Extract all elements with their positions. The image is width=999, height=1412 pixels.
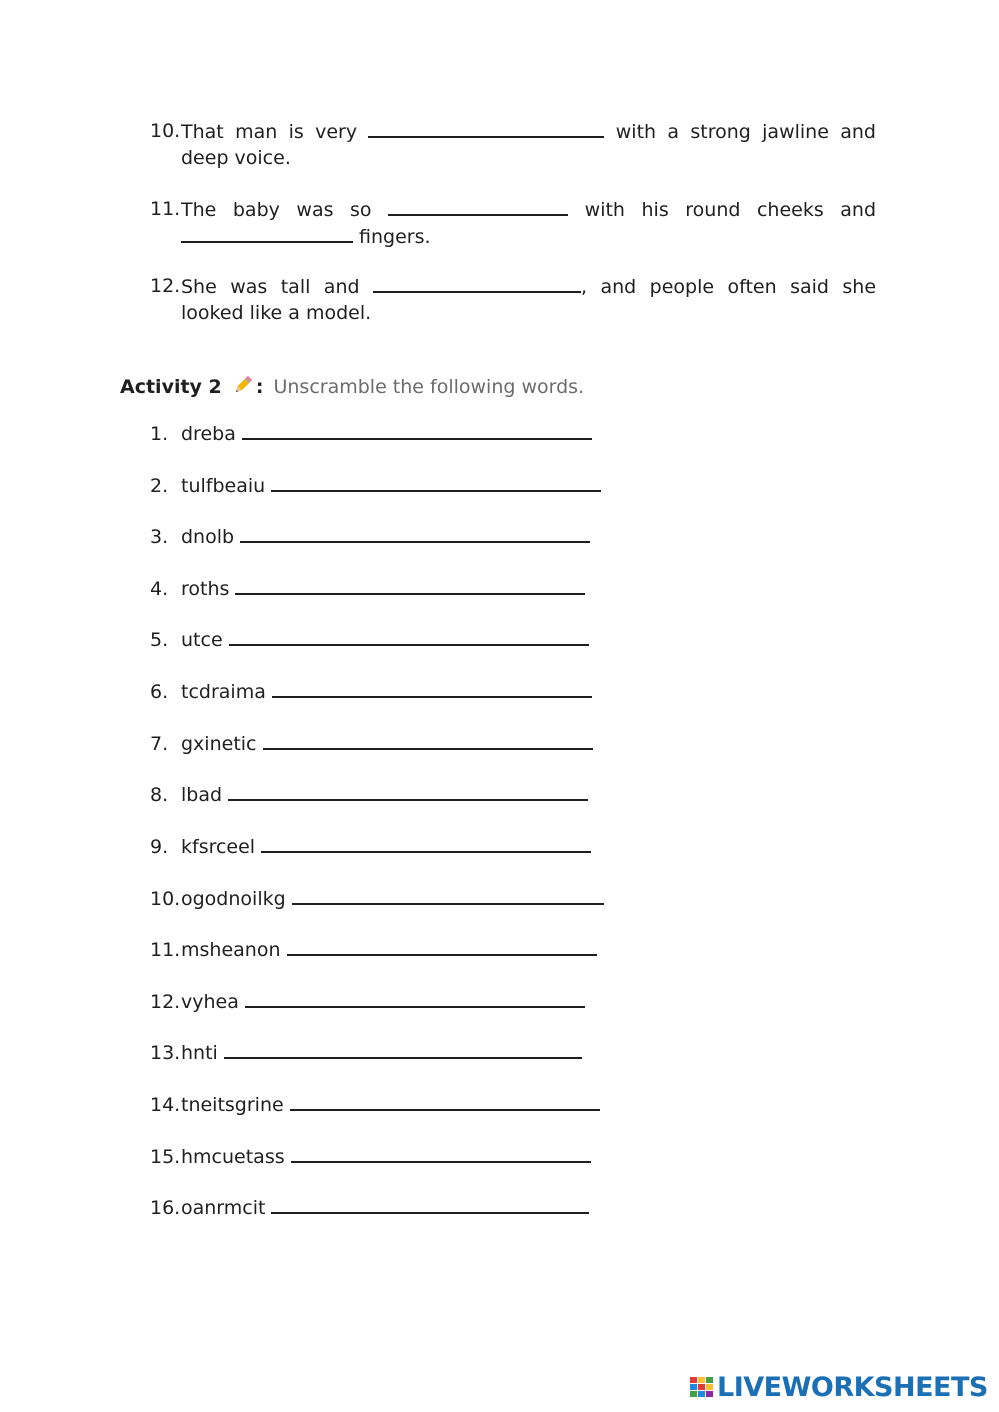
answer-blank[interactable] <box>368 118 604 138</box>
unscramble-row <box>150 986 585 1016</box>
logo-grid-icon <box>690 1375 714 1399</box>
answer-line[interactable] <box>263 728 593 750</box>
sentence-text-after: fingers. <box>359 226 431 248</box>
activity-instruction: Unscramble the following words. <box>273 376 585 398</box>
unscramble-row <box>150 831 591 861</box>
answer-line[interactable] <box>287 934 597 956</box>
row-number: 16. <box>150 1197 181 1219</box>
row-number: 6. <box>150 681 169 703</box>
scrambled-word: roths <box>181 578 230 600</box>
row-number: 14. <box>150 1094 181 1116</box>
liveworksheets-logo <box>690 1371 988 1403</box>
answer-line[interactable] <box>224 1037 582 1059</box>
sentence-text-before: She was tall and <box>181 276 360 298</box>
unscramble-row <box>150 728 593 758</box>
scrambled-word: ogodnoilkg <box>181 888 286 910</box>
sentence-item-10 <box>150 118 876 171</box>
unscramble-row <box>150 573 585 603</box>
row-number: 15. <box>150 1146 181 1168</box>
row-number: 2. <box>150 475 169 497</box>
answer-line[interactable] <box>271 1192 589 1214</box>
logo-text: LIVEWORKSHEETS <box>717 1371 988 1403</box>
unscramble-row <box>150 418 592 448</box>
scrambled-word: hnti <box>181 1042 218 1064</box>
row-number: 12. <box>150 991 181 1013</box>
item-number: 12. <box>150 275 181 297</box>
answer-line[interactable] <box>271 470 601 492</box>
unscramble-row <box>150 779 588 809</box>
scrambled-word: dreba <box>181 423 236 445</box>
scrambled-word: utce <box>181 629 223 651</box>
row-number: 5. <box>150 629 169 651</box>
row-number: 1. <box>150 423 169 445</box>
item-number: 11. <box>150 198 181 220</box>
unscramble-row <box>150 470 601 500</box>
answer-line[interactable] <box>272 676 592 698</box>
scrambled-word: msheanon <box>181 939 281 961</box>
answer-line[interactable] <box>292 883 604 905</box>
scrambled-word: kfsrceel <box>181 836 256 858</box>
row-number: 3. <box>150 526 169 548</box>
sentence-text-after: with a strong jawline and deep voice. <box>181 121 876 169</box>
row-number: 8. <box>150 784 169 806</box>
heading-colon: : <box>255 376 264 398</box>
sentence-item-11 <box>150 196 876 250</box>
scrambled-word: lbad <box>181 784 223 806</box>
answer-blank[interactable] <box>388 196 568 216</box>
scrambled-word: tneitsgrine <box>181 1094 284 1116</box>
unscramble-row <box>150 883 604 913</box>
unscramble-row <box>150 624 589 654</box>
scrambled-word: tulfbeaiu <box>181 475 266 497</box>
unscramble-row <box>150 1192 589 1222</box>
unscramble-row <box>150 934 597 964</box>
pencil-icon <box>232 374 254 396</box>
row-number: 4. <box>150 578 169 600</box>
sentence-text-before: The baby was so <box>181 199 372 221</box>
row-number: 10. <box>150 888 181 910</box>
row-number: 9. <box>150 836 169 858</box>
scrambled-word: vyhea <box>181 991 239 1013</box>
activity-2-heading <box>120 373 584 401</box>
answer-line[interactable] <box>291 1141 591 1163</box>
sentence-text-before: That man is very <box>181 121 358 143</box>
unscramble-row <box>150 1089 600 1119</box>
sentence-text-after: , and people often said she looked like a model. <box>181 276 877 324</box>
row-number: 7. <box>150 733 169 755</box>
sentence-item-12 <box>150 273 876 326</box>
answer-line[interactable] <box>261 831 591 853</box>
unscramble-row <box>150 1141 591 1171</box>
unscramble-row <box>150 676 592 706</box>
answer-line[interactable] <box>229 624 589 646</box>
unscramble-row <box>150 1037 582 1067</box>
scrambled-word: tcdraima <box>181 681 266 703</box>
scrambled-word: gxinetic <box>181 733 257 755</box>
answer-line[interactable] <box>290 1089 600 1111</box>
row-number: 13. <box>150 1042 181 1064</box>
row-number: 11. <box>150 939 181 961</box>
scrambled-word: dnolb <box>181 526 235 548</box>
answer-line[interactable] <box>235 573 585 595</box>
item-number: 10. <box>150 120 181 142</box>
scrambled-word: oanrmcit <box>181 1197 266 1219</box>
sentence-text-middle: with his round cheeks and <box>584 199 877 221</box>
answer-line[interactable] <box>228 779 588 801</box>
answer-line[interactable] <box>245 986 585 1008</box>
answer-blank[interactable] <box>373 273 581 293</box>
answer-blank[interactable] <box>181 223 353 243</box>
scrambled-word: hmcuetass <box>181 1146 285 1168</box>
answer-line[interactable] <box>242 418 592 440</box>
answer-line[interactable] <box>240 521 590 543</box>
unscramble-row <box>150 521 590 551</box>
activity-label: Activity 2 <box>120 376 222 398</box>
